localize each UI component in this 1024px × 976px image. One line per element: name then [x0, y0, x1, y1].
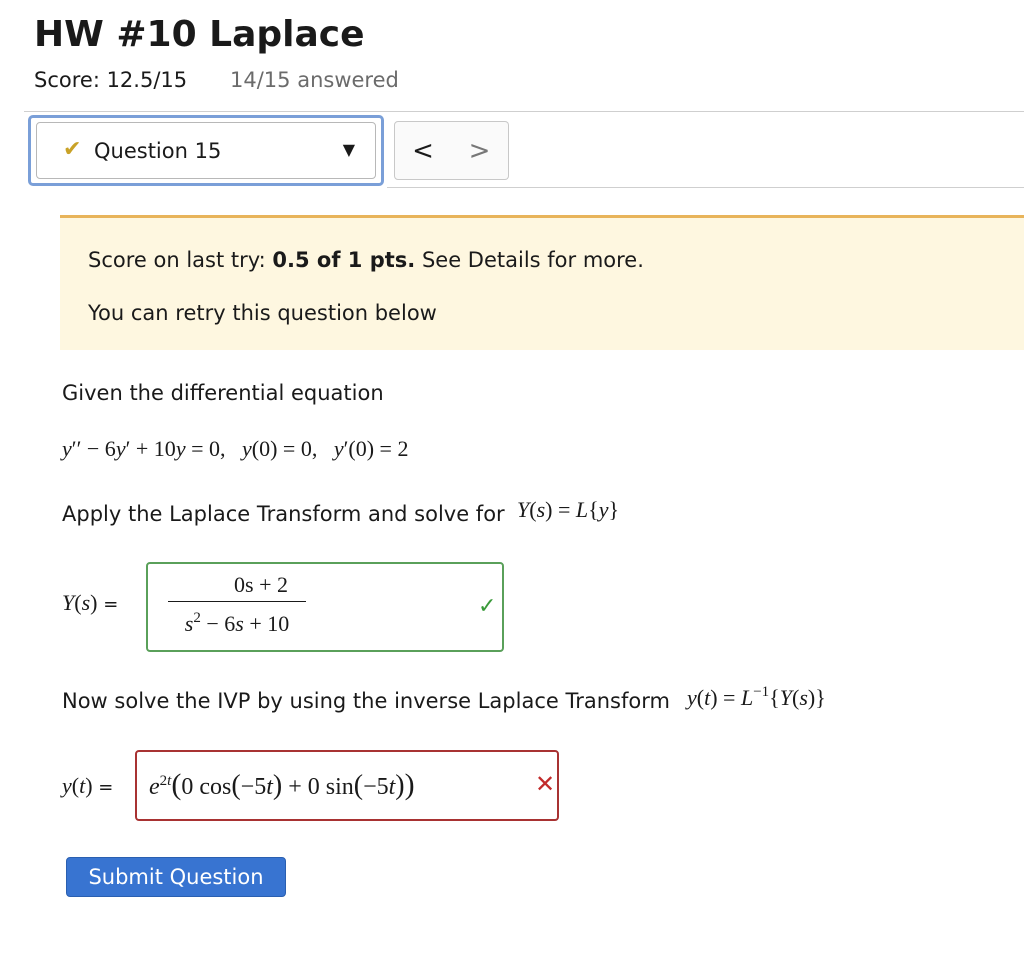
yt-label: y(t) =: [62, 773, 114, 798]
score-text: Score: 12.5/15: [34, 68, 188, 92]
retry-text: You can retry this question below: [88, 301, 437, 325]
ys-numerator: 0s + 2: [234, 572, 288, 597]
ys-denominator: $s^2 - 6s + 10$: [184, 610, 290, 636]
notice-score-value: 0.5 of 1 pts.: [272, 248, 416, 272]
last-try-score: [88, 248, 644, 272]
caret-down-icon: ▼: [342, 140, 355, 159]
previous-question-button[interactable]: <: [394, 121, 452, 180]
submit-question-button[interactable]: Submit Question: [66, 857, 286, 897]
question-select[interactable]: [28, 115, 384, 186]
yt-expression: $e^{2t}(0$ cos(−5t) + 0 sin(−5t)): [149, 768, 415, 801]
ys-answer-field[interactable]: [146, 562, 504, 652]
yt-answer-field[interactable]: [135, 750, 559, 821]
notice-text: Score on last try:: [88, 248, 273, 272]
inverse-instruction: Now solve the IVP by using the inverse Laplace Transform: [62, 689, 670, 713]
apply-instruction: Apply the Laplace Transform and solve for: [62, 502, 505, 526]
inverse-definition: $y(t) = L^{-1}\{Y(s)\}$: [687, 684, 826, 710]
ys-label: Y(s) =: [62, 590, 119, 615]
score-notice: [60, 215, 1024, 350]
fraction-bar: [168, 601, 306, 602]
divider: [24, 111, 1024, 112]
next-question-button[interactable]: >: [451, 121, 509, 180]
incorrect-cross-icon: ✕: [535, 770, 556, 798]
differential-equation: y′′ − 6y′ + 10y = 0, y(0) = 0, y′(0) = 2: [62, 436, 409, 461]
correct-check-icon: ✓: [478, 594, 497, 619]
answered-count: 14/15 answered: [230, 68, 399, 92]
notice-text: See Details for more.: [415, 248, 644, 272]
divider: [387, 187, 1024, 188]
problem-intro: Given the differential equation: [62, 381, 384, 405]
transform-definition: Y(s) = L{y}: [517, 497, 620, 522]
page-title: HW #10 Laplace: [34, 14, 365, 55]
checkmark-icon: ✔: [63, 137, 82, 162]
question-select-label: Question 15: [94, 139, 222, 163]
